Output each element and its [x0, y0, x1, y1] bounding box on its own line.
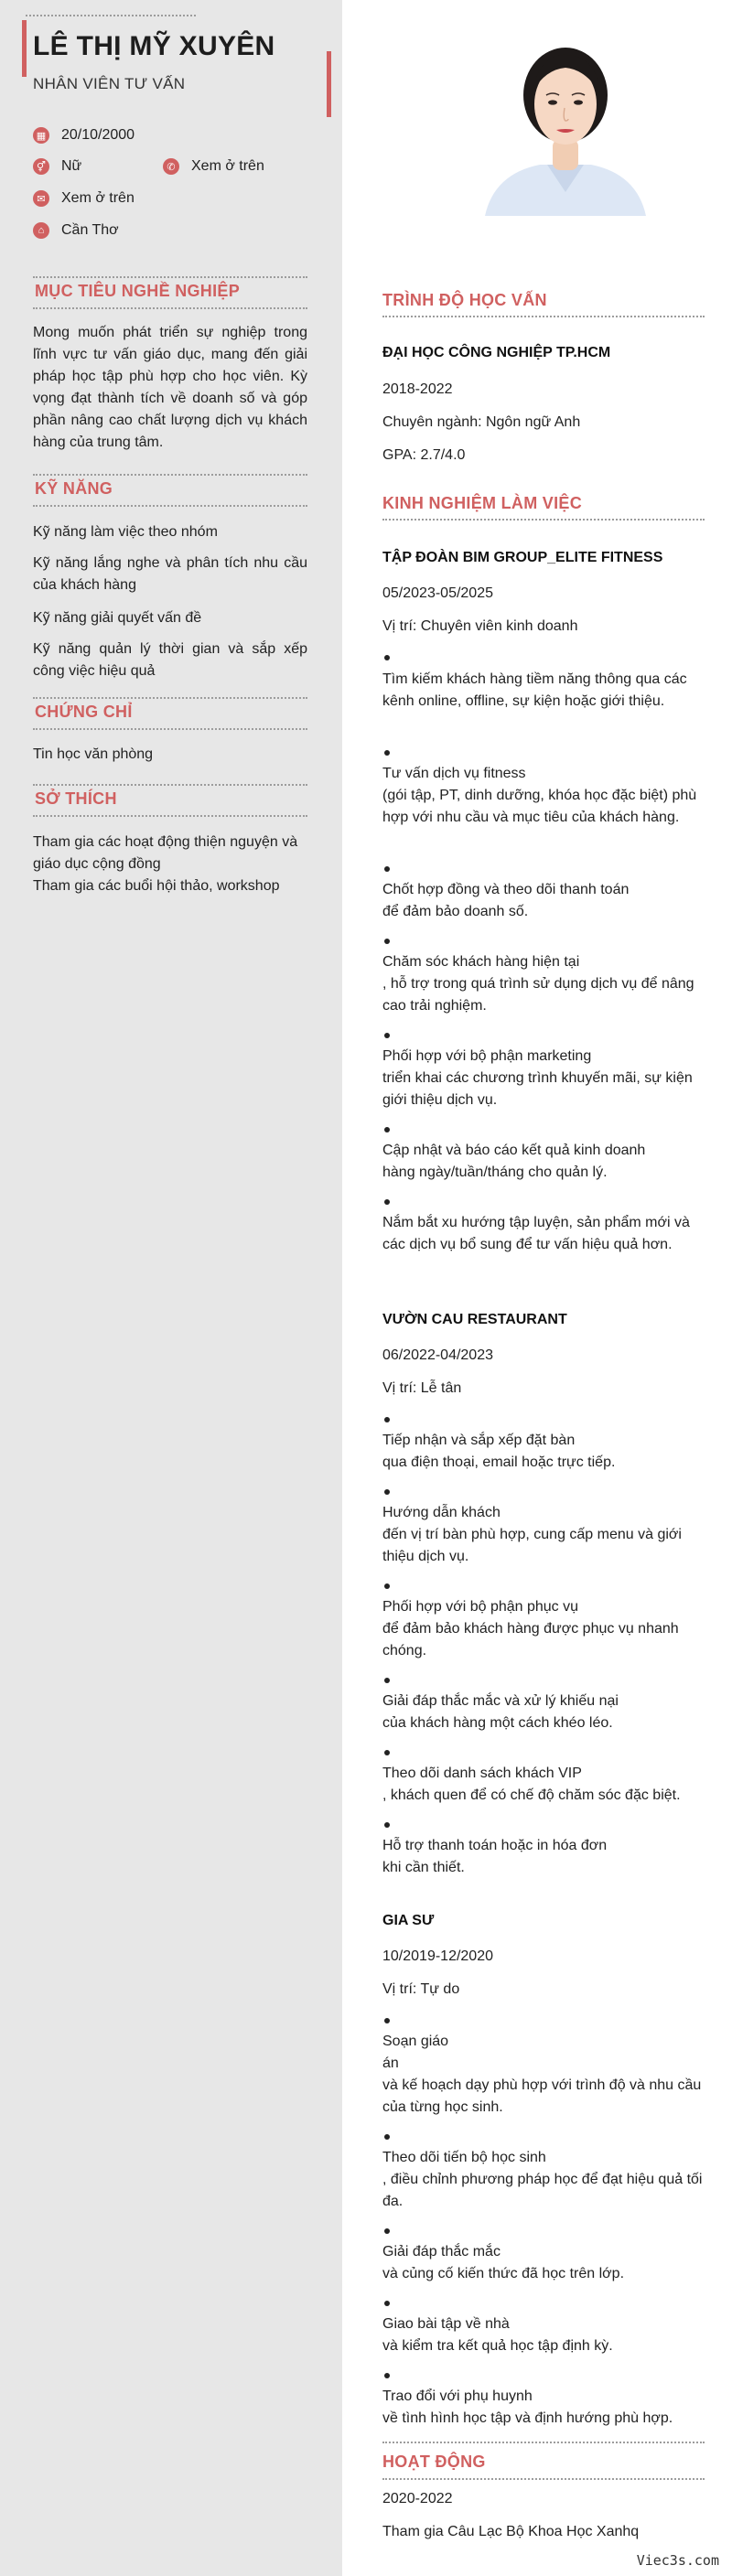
bullet-icon — [384, 2373, 390, 2378]
job-company: GIA SƯ — [382, 1913, 435, 1928]
job-duty: Giải đáp thắc mắc và xử lý khiếu nại của khách hàng một cách khéo léo. — [382, 1693, 619, 1731]
phone-row — [163, 158, 264, 175]
job-duty: Tìm kiếm khách hàng tiềm năng thông qua các kênh online, offline, sự kiện hoặc giới thiệu. — [382, 671, 687, 709]
bullet-icon — [384, 1822, 390, 1828]
skills-top-line — [33, 474, 307, 476]
bullet-icon — [384, 1417, 390, 1422]
bullet-icon — [384, 1033, 390, 1038]
certificates-heading: CHỨNG CHỈ — [35, 703, 133, 721]
bullet-icon — [384, 1489, 390, 1495]
certificate-item: Tin học văn phòng — [33, 746, 154, 762]
hobbies-bottom-line — [33, 815, 307, 817]
job-duty: Theo dõi danh sách khách VIP , khách quen để có chế độ chăm sóc đặc biệt. — [382, 1766, 681, 1803]
watermark-text: Viec3s.com — [636, 2552, 719, 2569]
skill-item: Kỹ năng giải quyết vấn đề — [33, 610, 202, 626]
job-company: VƯỜN CAU RESTAURANT — [382, 1312, 567, 1327]
profile-photo — [476, 37, 655, 216]
bullet-icon — [384, 2134, 390, 2140]
school-name: ĐẠI HỌC CÔNG NGHIỆP TP.HCM — [382, 345, 611, 360]
job-duty: Soạn giáo án và kế hoạch dạy phù hợp với trình độ và nhu cầu của từng học sinh. — [382, 2034, 702, 2115]
education-period: 2018-2022 — [382, 381, 453, 397]
job-period: 10/2019-12/2020 — [382, 1948, 493, 1964]
email-icon: ✉ — [33, 190, 49, 207]
skills-bottom-line — [33, 505, 307, 507]
bullet-icon — [384, 1678, 390, 1683]
objective-heading: MỤC TIÊU NGHỀ NGHIỆP — [35, 282, 241, 300]
education-line — [382, 316, 705, 317]
job-position: Vị trí: Lễ tân — [382, 1380, 462, 1396]
skill-item: Kỹ năng quản lý thời gian và sắp xếp công việc hiệu quả — [33, 641, 307, 679]
job-duty: Giải đáp thắc mắc và củng cố kiến thức đã học trên lớp. — [382, 2244, 625, 2281]
gender-row — [33, 158, 81, 175]
title-accent-bar — [327, 51, 331, 117]
job-duty: Phối hợp với bộ phận marketing triển khai các chương trình khuyến mãi, sự kiện giới thiệu dịch vụ. — [382, 1048, 693, 1108]
job-period: 06/2022-04/2023 — [382, 1347, 493, 1363]
bullet-icon — [384, 2301, 390, 2306]
job-duty: Giao bài tập về nhà và kiểm tra kết quả học tập định kỳ. — [382, 2316, 613, 2354]
hobbies-top-line — [33, 784, 307, 786]
job-duty: Chăm sóc khách hàng hiện tại , hỗ trợ trong quá trình sử dụng dịch vụ để nâng cao trải nghiệm. — [382, 954, 694, 1014]
education-major: Chuyên ngành: Ngôn ngữ Anh — [382, 414, 581, 430]
job-duty: Trao đổi với phụ huynh về tình hình học tập và định hướng phù hợp. — [382, 2388, 673, 2426]
birthday-value: 20/10/2000 — [61, 127, 135, 143]
bullet-icon — [384, 1199, 390, 1205]
gender-value: Nữ — [61, 158, 82, 174]
gender-icon: ⚥ — [33, 158, 49, 175]
job-duty: Chốt hợp đồng và theo dõi thanh toán để đảm bảo doanh số. — [382, 882, 630, 919]
activities-top-line — [382, 2442, 705, 2443]
job-duty: Cập nhật và báo cáo kết quả kinh doanh hàng ngày/tuần/tháng cho quản lý. — [382, 1143, 646, 1180]
bullet-icon — [384, 1750, 390, 1755]
certificates-top-line — [33, 697, 307, 699]
experience-heading: KINH NGHIỆM LÀM VIỆC — [382, 494, 583, 512]
job-duty: Tiếp nhận và sắp xếp đặt bàn qua điện thoại, email hoặc trực tiếp. — [382, 1433, 616, 1470]
skill-item: Kỹ năng lắng nghe và phân tích nhu cầu của khách hàng — [33, 555, 307, 593]
job-position: Vị trí: Chuyên viên kinh doanh — [382, 618, 578, 634]
job-position: Vị trí: Tự do — [382, 1981, 460, 1997]
hobbies-heading: SỞ THÍCH — [35, 789, 117, 808]
job-duty: Theo dõi tiến bộ học sinh , điều chỉnh phương pháp học để đạt hiệu quả tối đa. — [382, 2150, 703, 2209]
phone-icon: ✆ — [163, 158, 179, 175]
candidate-name: LÊ THỊ MỸ XUYÊN — [33, 31, 275, 61]
address-value: Cần Thơ — [61, 222, 119, 238]
activities-bottom-line — [382, 2478, 705, 2480]
bullet-icon — [384, 2018, 390, 2023]
job-duty: Hướng dẫn khách đến vị trí bàn phù hợp, cung cấp menu và giới thiệu dịch vụ. — [382, 1505, 682, 1564]
education-gpa: GPA: 2.7/4.0 — [382, 447, 466, 463]
bullet-icon — [384, 1583, 390, 1589]
calendar-icon: ▦ — [33, 127, 49, 144]
email-row — [33, 190, 135, 207]
location-icon: ⌂ — [33, 222, 49, 239]
certificates-bottom-line — [33, 728, 307, 730]
activities-heading: HOẠT ĐỘNG — [382, 2453, 486, 2471]
bullet-icon — [384, 750, 390, 756]
objective-top-line — [33, 276, 307, 278]
skills-heading: KỸ NĂNG — [35, 479, 113, 498]
job-period: 05/2023-05/2025 — [382, 585, 493, 601]
bullet-icon — [384, 1127, 390, 1132]
name-accent-bar — [22, 20, 27, 77]
objective-bottom-line — [33, 307, 307, 309]
job-title: NHÂN VIÊN TƯ VẤN — [33, 75, 186, 92]
skill-item: Kỹ năng làm việc theo nhóm — [33, 524, 218, 540]
experience-line — [382, 519, 705, 521]
education-heading: TRÌNH ĐỘ HỌC VẤN — [382, 291, 547, 309]
main-column — [342, 0, 732, 2576]
hobby-item: Tham gia các buổi hội thảo, workshop — [33, 878, 280, 894]
job-duty: Nắm bắt xu hướng tập luyện, sản phẩm mới và các dịch vụ bổ sung để tư vấn hiệu quả hơn. — [382, 1215, 690, 1252]
job-duty: Tư vấn dịch vụ fitness (gói tập, PT, dinh dưỡng, khóa học đặc biệt) phù hợp với nhu cầu và mục tiêu của khách hàng. — [382, 766, 697, 825]
top-divider — [26, 15, 196, 16]
birthday-row — [33, 127, 135, 144]
job-duty: Hỗ trợ thanh toán hoặc in hóa đơn khi cần thiết. — [382, 1838, 608, 1875]
job-company: TẬP ĐOÀN BIM GROUP_ELITE FITNESS — [382, 550, 663, 565]
activity-period: 2020-2022 — [382, 2491, 453, 2506]
activity-text: Tham gia Câu Lạc Bộ Khoa Học Xanhq — [382, 2524, 640, 2539]
objective-text: Mong muốn phát triển sự nghiệp trong lĩnh vực tư vấn giáo dục, mang đến giải pháp học tập phù hợp cho học viên. Kỳ vọng đạt thành tích về doanh số và góp phần nâng cao chất lượng dịch vụ khách hàng của trung tâm. — [33, 325, 307, 450]
email-value: Xem ở trên — [61, 190, 135, 206]
bullet-icon — [384, 866, 390, 872]
sidebar — [0, 0, 342, 2576]
hobby-item: Tham gia các hoạt động thiện nguyện và giáo dục cộng đồng — [33, 834, 298, 872]
job-duty: Phối hợp với bộ phận phục vụ để đảm bảo khách hàng được phục vụ nhanh chóng. — [382, 1599, 679, 1658]
bullet-icon — [384, 655, 390, 660]
bullet-icon — [384, 939, 390, 944]
phone-value: Xem ở trên — [191, 158, 264, 174]
bullet-icon — [384, 2228, 390, 2234]
address-row — [33, 222, 119, 239]
